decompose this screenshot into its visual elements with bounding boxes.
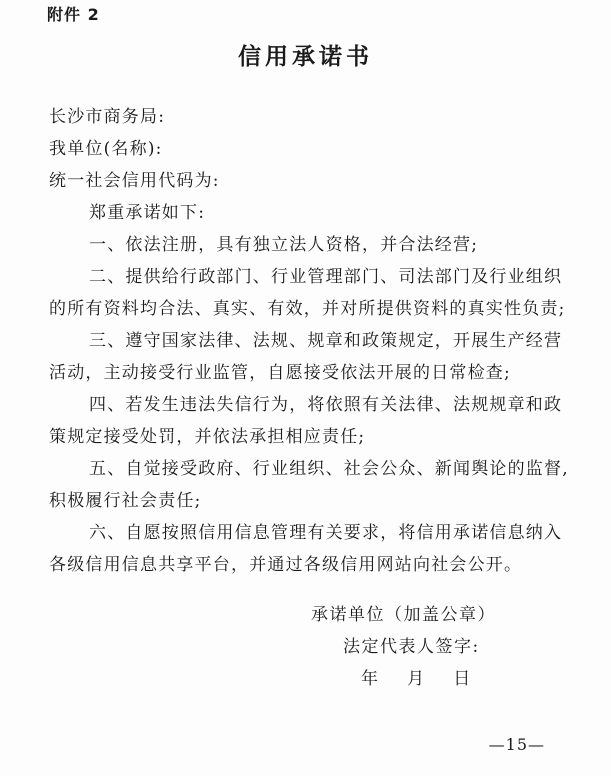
commitment-1-line-1: 一、依法注册，具有独立法人资格，并合法经营; [89, 235, 479, 255]
page-number: —15— [488, 735, 545, 754]
commitment-4-line-2: 策规定接受处罚，并依法承担相应责任; [49, 427, 366, 447]
signature-date: 年 月 日 [361, 669, 472, 689]
commitment-6-line-2: 各级信用信息共享平台，并通过各级信用网站向社会公开。 [49, 555, 523, 575]
org-name-line: 我单位(名称): [49, 139, 163, 159]
signature-representative: 法定代表人签字: [343, 637, 480, 657]
commitment-5-line-1: 五、自觉接受政府、行业组织、社会公众、新闻舆论的监督, [89, 459, 569, 479]
commitment-2-line-2: 的所有资料均合法、真实、有效，并对所提供资料的真实性负责; [49, 299, 566, 319]
document-title: 信用承诺书 [238, 44, 373, 70]
commitment-5-line-2: 积极履行社会责任; [49, 491, 202, 511]
commitment-3-line-2: 活动，主动接受行业监管，自愿接受依法开展的日常检查; [49, 363, 511, 383]
commitment-2-line-1: 二、提供给行政部门、行业管理部门、司法部门及行业组织 [89, 267, 563, 287]
attachment-label: 附件 2 [47, 5, 100, 24]
promise-intro: 郑重承诺如下: [89, 203, 206, 223]
commitment-4-line-1: 四、若发生违法失信行为，将依照有关法律、法规规章和政 [89, 395, 563, 415]
signature-unit: 承诺单位（加盖公章） [311, 605, 496, 625]
recipient-line: 长沙市商务局: [49, 107, 166, 127]
credit-code-line: 统一社会信用代码为: [49, 171, 220, 191]
commitment-3-line-1: 三、遵守国家法律、法规、规章和政策规定，开展生产经营 [89, 331, 563, 351]
commitment-6-line-1: 六、自愿按照信用信息管理有关要求，将信用承诺信息纳入 [89, 523, 563, 543]
